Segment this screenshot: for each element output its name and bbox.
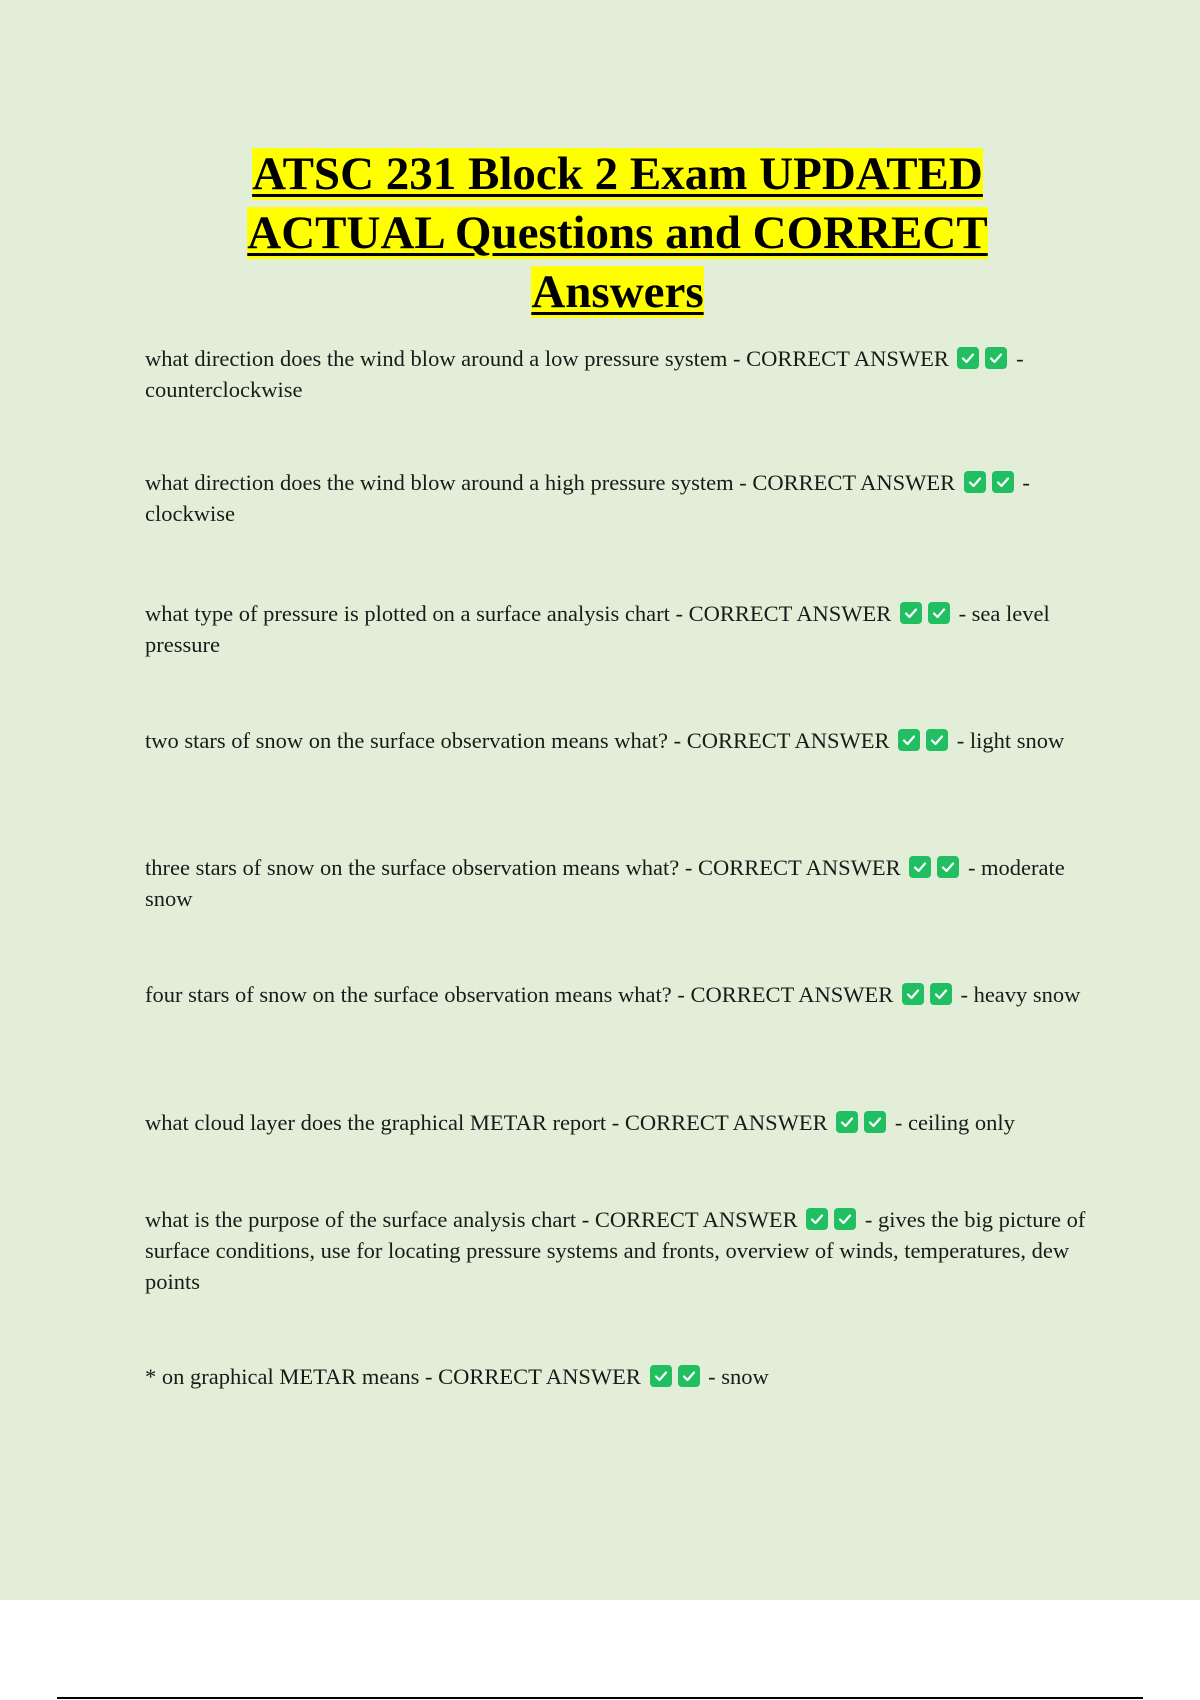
answer-text: - clockwise (145, 470, 1030, 526)
footer-divider (57, 1697, 1143, 1699)
question-text: what direction does the wind blow around a high pressure system - CORRECT ANSWER (145, 470, 956, 495)
check-mark-icon (937, 856, 959, 878)
answer-text: - snow (708, 1364, 769, 1389)
qa-item (145, 343, 1095, 405)
check-mark-icon (909, 856, 931, 878)
check-mark-icon (900, 602, 922, 624)
answer-text: - moderate snow (145, 855, 1065, 911)
question-text: * on graphical METAR means - CORRECT ANSWER (145, 1364, 641, 1389)
title-line-2: ACTUAL Questions and CORRECT (247, 207, 988, 259)
qa-item (145, 725, 1095, 756)
question-text: what is the purpose of the surface analysis chart - CORRECT ANSWER (145, 1207, 798, 1232)
question-text: what type of pressure is plotted on a surface analysis chart - CORRECT ANSWER (145, 601, 892, 626)
check-mark-icon (992, 471, 1014, 493)
check-mark-icon (926, 729, 948, 751)
answer-text: - light snow (956, 728, 1065, 753)
answer-text: - heavy snow (960, 982, 1081, 1007)
check-mark-icon (964, 471, 986, 493)
qa-item (145, 852, 1095, 914)
document-title (140, 145, 1095, 322)
check-mark-icon (678, 1365, 700, 1387)
page-title (140, 145, 1095, 322)
qa-item (145, 598, 1095, 660)
question-text: three stars of snow on the surface observation means what? - CORRECT ANSWER (145, 855, 901, 880)
qa-item (145, 467, 1095, 529)
qa-item (145, 1361, 1095, 1392)
check-mark-icon (898, 729, 920, 751)
check-mark-icon (864, 1111, 886, 1133)
answer-text: - counterclockwise (145, 346, 1024, 402)
check-mark-icon (836, 1111, 858, 1133)
check-mark-icon (834, 1208, 856, 1230)
answer-text: - ceiling only (894, 1110, 1015, 1135)
qa-item (145, 1204, 1095, 1297)
check-mark-icon (985, 347, 1007, 369)
check-mark-icon (957, 347, 979, 369)
check-mark-icon (806, 1208, 828, 1230)
qa-item (145, 979, 1095, 1010)
question-text: two stars of snow on the surface observation means what? - CORRECT ANSWER (145, 728, 890, 753)
title-line-3: Answers (531, 266, 704, 318)
check-mark-icon (930, 983, 952, 1005)
check-mark-icon (928, 602, 950, 624)
check-mark-icon (650, 1365, 672, 1387)
title-line-1: ATSC 231 Block 2 Exam UPDATED (252, 148, 983, 200)
check-mark-icon (902, 983, 924, 1005)
answer-text: - gives the big picture of surface conditions, use for locating pressure systems and fronts, overview of winds, temperatures, dew points (145, 1207, 1086, 1294)
question-text: what cloud layer does the graphical METAR report - CORRECT ANSWER (145, 1110, 828, 1135)
question-text: what direction does the wind blow around a low pressure system - CORRECT ANSWER (145, 346, 949, 371)
answer-text: - sea level pressure (145, 601, 1050, 657)
qa-item (145, 1107, 1095, 1138)
question-text: four stars of snow on the surface observation means what? - CORRECT ANSWER (145, 982, 894, 1007)
